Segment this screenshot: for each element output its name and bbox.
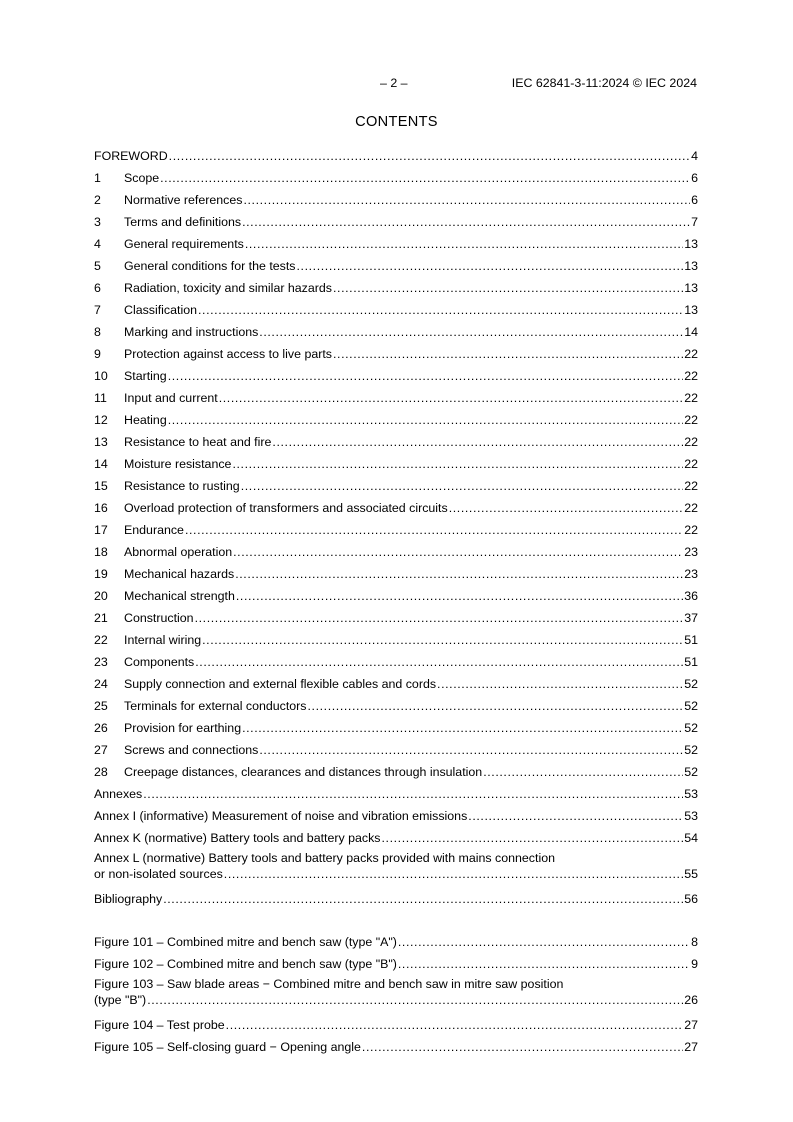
figure-entry-text: (type "B") (94, 993, 147, 1007)
leader-dots (198, 299, 683, 321)
toc-entry-number: 15 (94, 479, 108, 493)
toc-entry[interactable] (94, 321, 698, 343)
toc-entry[interactable] (94, 145, 698, 167)
toc-entry-text: Marking and instructions (124, 325, 259, 339)
toc-entry-number: 1 (94, 171, 101, 185)
figure-entry[interactable] (94, 931, 698, 953)
leader-dots (224, 866, 683, 882)
toc-entry-text: Abnormal operation (124, 545, 233, 559)
toc-entry[interactable] (94, 519, 698, 541)
toc-entry-page: 13 (684, 281, 698, 295)
toc-entry-text: Scope (124, 171, 160, 185)
toc-entry-page: 51 (684, 655, 698, 669)
toc-entry-page: 22 (684, 347, 698, 361)
figure-entry[interactable] (94, 975, 698, 1014)
toc-entry-number: 17 (94, 523, 108, 537)
toc-entry-page: 22 (684, 457, 698, 471)
figure-entry[interactable] (94, 953, 698, 975)
toc-entry-page: 14 (684, 325, 698, 339)
leader-dots (242, 717, 683, 739)
toc-entry-number: 10 (94, 369, 108, 383)
toc-entry-number: 8 (94, 325, 101, 339)
toc-entry-text: FOREWORD (94, 149, 168, 163)
figure-entry-text: Figure 105 – Self-closing guard − Opening angle (94, 1040, 361, 1054)
toc-entry-text: Components (124, 655, 195, 669)
toc-entry-text: General requirements (124, 237, 244, 251)
toc-entry-page: 52 (684, 721, 698, 735)
leader-dots (398, 953, 690, 975)
toc-entry[interactable] (94, 717, 698, 739)
toc-entry-number: 25 (94, 699, 108, 713)
toc-entry[interactable] (94, 233, 698, 255)
toc-entry-number: 18 (94, 545, 108, 559)
toc-entry[interactable] (94, 629, 698, 651)
toc-entry[interactable] (94, 431, 698, 453)
toc-entry-text: Input and current (124, 391, 218, 405)
toc-entry-page: 56 (684, 892, 698, 906)
toc-entry-text: Annex I (informative) Measurement of noise and vibration emissions (94, 809, 468, 823)
leader-dots (259, 321, 683, 343)
toc-entry-page: 23 (684, 567, 698, 581)
toc-entry-number: 5 (94, 259, 101, 273)
leader-dots (143, 783, 683, 805)
toc-entry-page: 13 (684, 237, 698, 251)
toc-entry-text: Provision for earthing (124, 721, 242, 735)
toc-entry-text: Radiation, toxicity and similar hazards (124, 281, 332, 295)
figure-entry-page: 27 (684, 1018, 698, 1032)
toc-entry-text: Protection against access to live parts (124, 347, 332, 361)
leader-dots (163, 888, 683, 910)
page-number: – 2 – (380, 76, 408, 90)
toc-entry[interactable] (94, 805, 698, 827)
toc-entry-text: Annexes (94, 787, 143, 801)
leader-dots (449, 497, 684, 519)
toc-entry[interactable] (94, 541, 698, 563)
toc-entry[interactable] (94, 189, 698, 211)
leader-dots (468, 805, 683, 827)
toc-entry-text: Overload protection of transformers and associated circuits (124, 501, 448, 515)
toc-entry-page: 55 (684, 867, 698, 881)
leader-dots (236, 585, 683, 607)
figure-entry-text: Figure 102 – Combined mitre and bench saw (type "B") (94, 957, 397, 971)
toc-entry[interactable] (94, 343, 698, 365)
toc-entry-page: 22 (684, 369, 698, 383)
toc-entry-number: 16 (94, 501, 108, 515)
toc-entry-text: Construction (124, 611, 194, 625)
toc-entry-text: Mechanical strength (124, 589, 235, 603)
toc-entry-page: 52 (684, 743, 698, 757)
toc-entry-text: Creepage distances, clearances and distances through insulation (124, 765, 483, 779)
toc-entry-page: 13 (684, 303, 698, 317)
leader-dots (308, 695, 684, 717)
toc-entry-number: 19 (94, 567, 108, 581)
leader-dots (241, 475, 684, 497)
figure-entry-text: Figure 101 – Combined mitre and bench saw (type "A") (94, 935, 397, 949)
toc-entry-text: Terms and definitions (124, 215, 242, 229)
leader-dots (382, 827, 684, 849)
leader-dots (195, 651, 683, 673)
toc-entry-text: Normative references (124, 193, 243, 207)
toc-entry[interactable] (94, 387, 698, 409)
leader-dots (168, 365, 684, 387)
toc-entry-number: 23 (94, 655, 108, 669)
leader-dots (297, 255, 684, 277)
toc-entry[interactable] (94, 739, 698, 761)
toc-entry[interactable] (94, 695, 698, 717)
figure-entry-page: 8 (691, 935, 698, 949)
toc-entry[interactable] (94, 497, 698, 519)
toc-entry-page: 52 (684, 677, 698, 691)
leader-dots (243, 189, 690, 211)
toc-entry-number: 20 (94, 589, 108, 603)
toc-entry-number: 7 (94, 303, 101, 317)
figure-entry-page: 26 (684, 993, 698, 1007)
toc-entry-text: Terminals for external conductors (124, 699, 307, 713)
toc-entry-page: 36 (684, 589, 698, 603)
toc-entry-text: Classification (124, 303, 197, 317)
toc-entry[interactable] (94, 761, 698, 783)
figure-entry-page: 9 (691, 957, 698, 971)
leader-dots (333, 277, 683, 299)
toc-entry-number: 12 (94, 413, 108, 427)
leader-dots (168, 409, 683, 431)
toc-entry[interactable] (94, 453, 698, 475)
toc-entry-text: Heating (124, 413, 167, 427)
leader-dots (169, 145, 690, 167)
toc-entry-text: or non-isolated sources (94, 867, 223, 881)
toc-entry[interactable] (94, 365, 698, 387)
toc-entry[interactable] (94, 651, 698, 673)
toc-entry-text: Supply connection and external flexible cables and cords (124, 677, 437, 691)
leader-dots (160, 167, 690, 189)
leader-dots (259, 739, 683, 761)
leader-dots (272, 431, 683, 453)
toc-entry-number: 21 (94, 611, 108, 625)
leader-dots (202, 629, 683, 651)
toc-entry-text: Resistance to rusting (124, 479, 240, 493)
toc-entry[interactable] (94, 255, 698, 277)
toc-entry-text: General conditions for the tests (124, 259, 296, 273)
toc-entry-page: 53 (684, 809, 698, 823)
toc-entry[interactable] (94, 783, 698, 805)
toc-entry-text: Annex K (normative) Battery tools and battery packs (94, 831, 381, 845)
toc-entry-number: 6 (94, 281, 101, 295)
toc-entry-number: 2 (94, 193, 101, 207)
leader-dots (242, 211, 690, 233)
toc-entries (94, 145, 698, 849)
toc-entry[interactable] (94, 673, 698, 695)
toc-entry[interactable] (94, 563, 698, 585)
toc-entry-number: 28 (94, 765, 108, 779)
page-header (0, 76, 793, 92)
toc-entry-page: 22 (684, 391, 698, 405)
document-reference: IEC 62841-3-11:2024 © IEC 2024 (511, 76, 697, 90)
toc-entry-text: Annex L (normative) Battery tools and battery packs provided with mains connection (94, 851, 555, 865)
toc-entry-text: Screws and connections (124, 743, 259, 757)
toc-entry[interactable] (94, 607, 698, 629)
leader-dots (333, 343, 683, 365)
page-title: CONTENTS (355, 114, 438, 130)
toc-entry-page: 22 (684, 501, 698, 515)
leader-dots (233, 541, 683, 563)
toc-entry-page: 22 (684, 413, 698, 427)
toc-entry-page: 4 (691, 149, 698, 163)
toc-entry-number: 13 (94, 435, 108, 449)
toc-entry-number: 3 (94, 215, 101, 229)
toc-entry-page: 52 (684, 699, 698, 713)
leader-dots (245, 233, 683, 255)
toc-entry-bibliography[interactable] (94, 888, 698, 910)
toc-entry[interactable] (94, 475, 698, 497)
toc-entry-number: 14 (94, 457, 108, 471)
toc-entry-page: 23 (684, 545, 698, 559)
toc-entry-page: 22 (684, 479, 698, 493)
toc-entry-number: 4 (94, 237, 101, 251)
leader-dots (226, 1014, 684, 1036)
leader-dots (483, 761, 683, 783)
toc-entry-page: 53 (684, 787, 698, 801)
leader-dots (437, 673, 683, 695)
toc-entry-text: Bibliography (94, 892, 163, 906)
section-spacer (94, 910, 698, 931)
leader-dots (185, 519, 683, 541)
figure-entry-page: 27 (684, 1040, 698, 1054)
toc-entry[interactable] (94, 277, 698, 299)
toc-entry-text: Mechanical hazards (124, 567, 235, 581)
toc-entry-number: 24 (94, 677, 108, 691)
toc-entry-page: 13 (684, 259, 698, 273)
toc-entry-number: 27 (94, 743, 108, 757)
leader-dots (362, 1036, 683, 1058)
toc-entry-number: 26 (94, 721, 108, 735)
leader-dots (195, 607, 684, 629)
toc-entry-text: Resistance to heat and fire (124, 435, 272, 449)
toc-entry-page: 22 (684, 523, 698, 537)
leader-dots (232, 453, 683, 475)
toc-entry-page: 52 (684, 765, 698, 779)
toc-entry-number: 22 (94, 633, 108, 647)
toc-entry-annex-l[interactable] (94, 849, 698, 888)
toc-entry-text: Internal wiring (124, 633, 202, 647)
leader-dots (235, 563, 683, 585)
figure-entry-text: Figure 103 – Saw blade areas − Combined mitre and bench saw in mitre saw position (94, 977, 564, 991)
figure-entry-text: Figure 104 – Test probe (94, 1018, 225, 1032)
toc-entry[interactable] (94, 827, 698, 849)
toc-entry-page: 7 (691, 215, 698, 229)
toc-entry[interactable] (94, 409, 698, 431)
toc-entry-text: Starting (124, 369, 167, 383)
toc-entry[interactable] (94, 167, 698, 189)
toc-entry-number: 11 (94, 391, 107, 405)
toc-entry-page: 6 (691, 193, 698, 207)
leader-dots (147, 992, 683, 1008)
toc-entry-text: Moisture resistance (124, 457, 232, 471)
toc-entry[interactable] (94, 211, 698, 233)
toc-entry-number: 9 (94, 347, 101, 361)
toc-entry-page: 22 (684, 435, 698, 449)
toc-entry[interactable] (94, 585, 698, 607)
leader-dots (219, 387, 684, 409)
figure-entry[interactable] (94, 1036, 698, 1058)
table-of-contents (94, 145, 698, 1058)
toc-entry-page: 6 (691, 171, 698, 185)
toc-entry-text: Endurance (124, 523, 184, 537)
toc-entry-page: 37 (684, 611, 698, 625)
toc-entry-page: 54 (684, 831, 698, 845)
figure-entry[interactable] (94, 1014, 698, 1036)
toc-entry[interactable] (94, 299, 698, 321)
toc-entry-page: 51 (684, 633, 698, 647)
leader-dots (398, 931, 690, 953)
